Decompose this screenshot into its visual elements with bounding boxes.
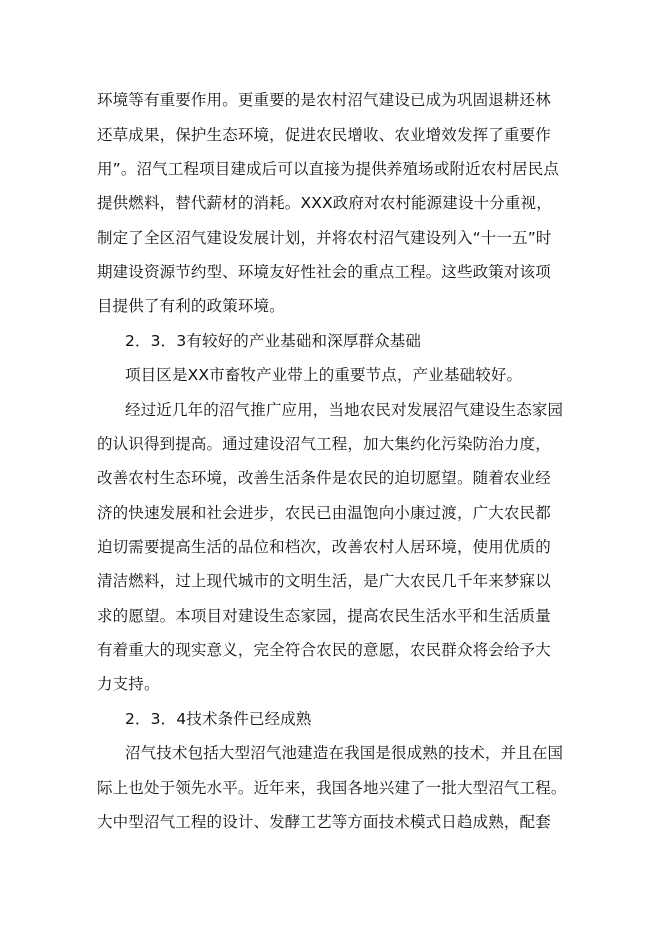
body-text-line: 期建设资源节约型、环境友好性社会的重点工程。这些政策对该项 [97,263,551,281]
body-text-line: 沼气技术包括大型沼气池建造在我国是很成熟的技术，并且在国 [125,744,564,762]
body-text-line: 提供燃料，替代薪材的消耗。XXX政府对农村能源建设十分重视， [97,194,552,212]
section-heading-2-3-3: 2．3．3有较好的产业基础和深厚群众基础 [125,332,422,350]
body-text-line: 用”。沼气工程项目建成后可以直接为提供养殖场或附近农村居民点 [97,160,560,178]
body-text-line: 目提供了有利的政策环境。 [97,297,285,315]
body-text-line: 清洁燃料，过上现代城市的文明生活，是广大农民几千年来梦寐以 [97,572,551,590]
body-text-line: 力支持。 [97,675,160,693]
body-text-line: 经过近几年的沼气推广应用，当地农民对发展沼气建设生态家园 [125,401,564,419]
body-text-line: 大中型沼气工程的设计、发酵工艺等方面技术模式日趋成熟，配套 [97,813,551,831]
body-text-line: 制定了全区沼气建设发展计划，并将农村沼气建设列入“十一五”时 [97,229,552,247]
body-text-line: 还草成果，保护生态环境，促进农民增收、农业增效发挥了重要作 [97,126,551,144]
body-text-line: 项目区是XX市畜牧产业带上的重要节点，产业基础较好。 [125,366,523,384]
body-text-line: 环境等有重要作用。更重要的是农村沼气建设已成为巩固退耕还林 [97,91,551,109]
body-text-line: 改善农村生态环境，改善生活条件是农民的迫切愿望。随着农业经 [97,469,551,487]
body-text-line: 的认识得到提高。通过建设沼气工程，加大集约化污染防治力度， [97,435,551,453]
section-heading-2-3-4: 2．3．4技术条件已经成熟 [125,710,312,728]
body-text-line: 有着重大的现实意义，完全符合农民的意愿，农民群众将会给予大 [97,641,551,659]
body-text-line: 求的愿望。本项目对建设生态家园，提高农民生活水平和生活质量 [97,607,551,625]
body-text-line: 济的快速发展和社会进步，农民已由温饱向小康过渡，广大农民都 [97,504,551,522]
body-text-line: 迫切需要提高生活的品位和档次，改善农村人居环境，使用优质的 [97,538,551,556]
body-text-line: 际上也处于领先水平。近年来，我国各地兴建了一批大型沼气工程。 [97,779,567,797]
